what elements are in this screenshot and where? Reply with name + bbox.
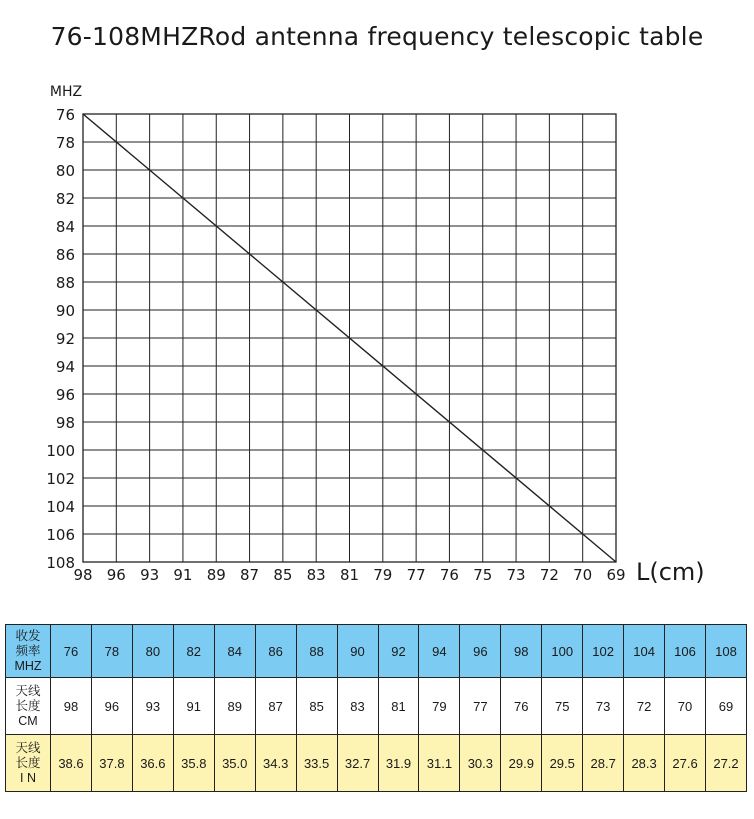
- x-tick-label: 77: [406, 566, 426, 584]
- y-tick-label: 106: [46, 526, 75, 544]
- table-cell: 98: [51, 678, 92, 735]
- y-tick-label: 98: [55, 414, 75, 432]
- row-header-line: 频率: [15, 643, 41, 658]
- x-tick-label: 85: [273, 566, 293, 584]
- table-cell: 96: [460, 625, 501, 678]
- table-row-frequency: [6, 625, 747, 678]
- table-cell: 96: [91, 678, 132, 735]
- row-header: [6, 625, 51, 678]
- x-tick-label: 98: [73, 566, 93, 584]
- table-cell: 104: [624, 625, 665, 678]
- x-tick-label: 73: [506, 566, 526, 584]
- x-tick-label: 72: [539, 566, 559, 584]
- table-cell: 28.7: [583, 735, 624, 792]
- table-cell: 93: [132, 678, 173, 735]
- y-tick-label: 80: [55, 162, 75, 180]
- table-cell: 84: [214, 625, 255, 678]
- row-header-line: 长度: [15, 698, 41, 713]
- x-tick-label: 87: [240, 566, 260, 584]
- table-cell: 34.3: [255, 735, 296, 792]
- table-cell: 28.3: [624, 735, 665, 792]
- table-cell: 81: [378, 678, 419, 735]
- y-tick-label: 96: [55, 386, 75, 404]
- table-cell: 79: [419, 678, 460, 735]
- table-cell: 72: [624, 678, 665, 735]
- x-tick-label: 76: [439, 566, 459, 584]
- row-header-line: 天线: [15, 740, 41, 755]
- x-tick-label: 69: [606, 566, 626, 584]
- table-cell: 35.8: [173, 735, 214, 792]
- table-cell: 27.6: [665, 735, 706, 792]
- row-header: [6, 735, 51, 792]
- y-tick-label: 78: [55, 134, 75, 152]
- table-cell: 31.9: [378, 735, 419, 792]
- table-cell: 30.3: [460, 735, 501, 792]
- x-axis-label: L(cm): [636, 558, 705, 586]
- table-cell: 90: [337, 625, 378, 678]
- x-tick-label: 93: [140, 566, 160, 584]
- frequency-table: [5, 624, 747, 792]
- table-cell: 33.5: [296, 735, 337, 792]
- row-header: [6, 678, 51, 735]
- y-tick-label: 92: [55, 330, 75, 348]
- row-header-line: MHZ: [14, 658, 42, 673]
- table-cell: 36.6: [132, 735, 173, 792]
- table-cell: 29.5: [542, 735, 583, 792]
- table-cell: 69: [706, 678, 747, 735]
- y-tick-label: 84: [55, 218, 75, 236]
- table-cell: 82: [173, 625, 214, 678]
- table-cell: 88: [296, 625, 337, 678]
- table-cell: 91: [173, 678, 214, 735]
- table-cell: 76: [51, 625, 92, 678]
- y-tick-label: 100: [46, 442, 75, 460]
- y-tick-label: 104: [46, 498, 75, 516]
- table-cell: 31.1: [419, 735, 460, 792]
- table-cell: 77: [460, 678, 501, 735]
- table-cell: 75: [542, 678, 583, 735]
- x-tick-label: 96: [106, 566, 126, 584]
- table-cell: 106: [665, 625, 706, 678]
- table-cell: 98: [501, 625, 542, 678]
- row-header-line: 天线: [15, 683, 41, 698]
- table-cell: 94: [419, 625, 460, 678]
- y-tick-label: 102: [46, 470, 75, 488]
- table-cell: 70: [665, 678, 706, 735]
- y-tick-label: 90: [55, 302, 75, 320]
- table-cell: 100: [542, 625, 583, 678]
- table-cell: 76: [501, 678, 542, 735]
- table-cell: 87: [255, 678, 296, 735]
- table-cell: 86: [255, 625, 296, 678]
- x-tick-label: 91: [173, 566, 193, 584]
- table-row-length-cm: [6, 678, 747, 735]
- row-header-line: 长度: [15, 755, 41, 770]
- x-tick-label: 75: [473, 566, 493, 584]
- row-header-line: I N: [20, 770, 36, 785]
- x-tick-label: 81: [339, 566, 360, 584]
- row-header-line: 收发: [15, 628, 41, 643]
- table-cell: 37.8: [91, 735, 132, 792]
- table-cell: 83: [337, 678, 378, 735]
- y-tick-label: 94: [55, 358, 75, 376]
- table-cell: 29.9: [501, 735, 542, 792]
- table-cell: 85: [296, 678, 337, 735]
- table-cell: 108: [706, 625, 747, 678]
- y-tick-label: 86: [55, 246, 75, 264]
- x-tick-label: 79: [373, 566, 393, 584]
- table-row-length-in: [6, 735, 747, 792]
- table-cell: 89: [214, 678, 255, 735]
- x-tick-label: 83: [306, 566, 326, 584]
- table-cell: 102: [583, 625, 624, 678]
- table-cell: 80: [132, 625, 173, 678]
- y-tick-label: 76: [55, 106, 75, 124]
- table-cell: 38.6: [51, 735, 92, 792]
- y-axis-label: MHZ: [49, 84, 83, 100]
- y-tick-label: 108: [46, 554, 75, 572]
- table-cell: 27.2: [706, 735, 747, 792]
- table-cell: 78: [91, 625, 132, 678]
- table-cell: 32.7: [337, 735, 378, 792]
- table-cell: 73: [583, 678, 624, 735]
- y-tick-label: 88: [55, 274, 75, 292]
- row-header-line: CM: [18, 713, 38, 728]
- table-cell: 92: [378, 625, 419, 678]
- x-tick-label: 70: [573, 566, 593, 584]
- chart-title: 76-108MHZRod antenna frequency telescopic table: [50, 22, 704, 51]
- y-tick-label: 82: [55, 190, 75, 208]
- table-cell: 35.0: [214, 735, 255, 792]
- x-tick-label: 89: [206, 566, 226, 584]
